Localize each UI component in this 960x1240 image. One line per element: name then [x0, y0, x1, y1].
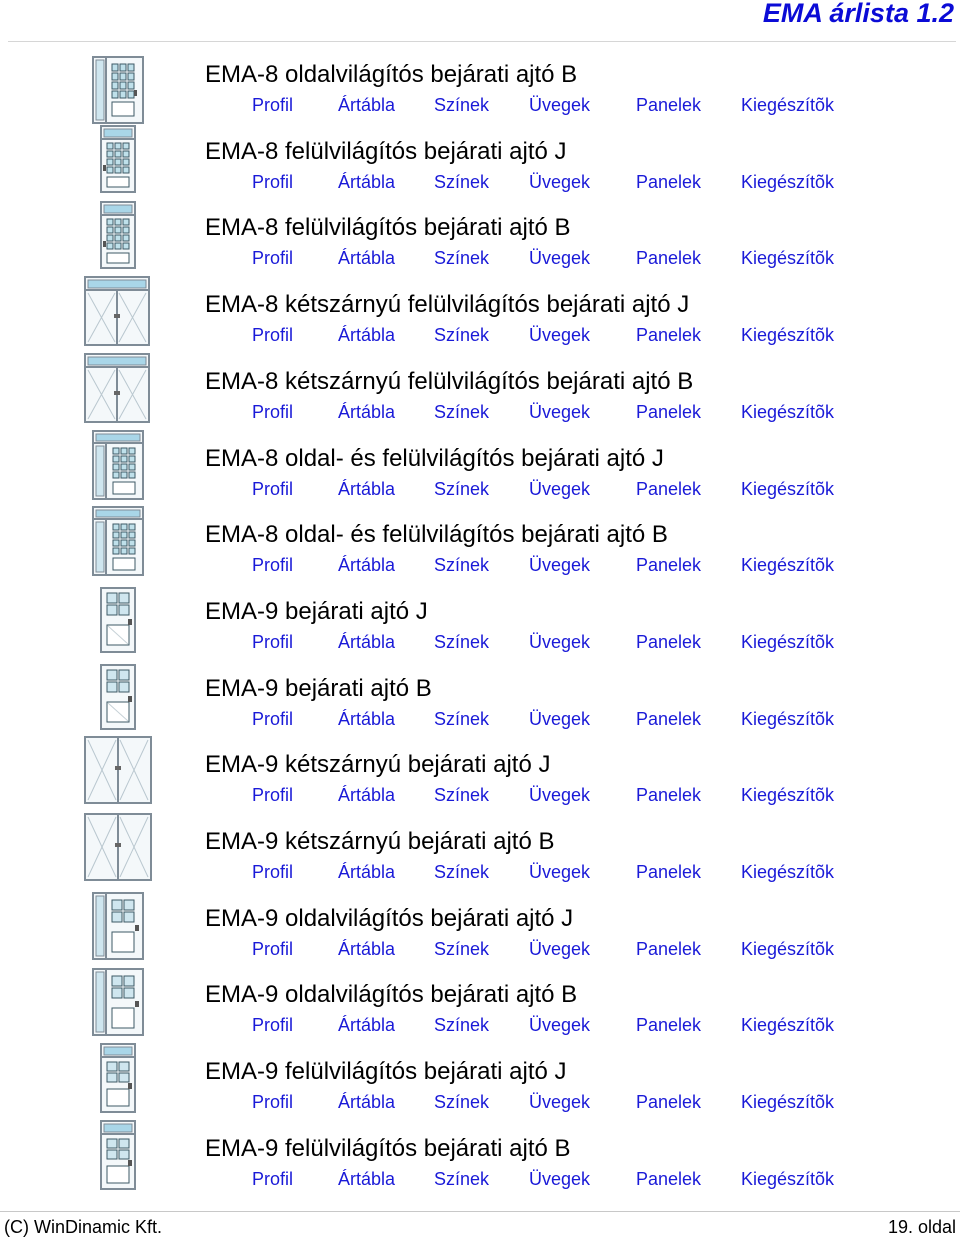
product-title: EMA-9 oldalvilágítós bejárati ajtó J [205, 905, 574, 932]
panel-sidelight-door-icon [92, 892, 144, 960]
artabla-link[interactable]: Ártábla [338, 785, 396, 805]
artabla-link[interactable]: Ártábla [338, 555, 396, 575]
szinek-link[interactable]: Színek [434, 862, 490, 882]
panelek-link[interactable]: Panelek [636, 95, 702, 115]
double-door-icon [84, 813, 152, 881]
product-entry [0, 1134, 960, 1211]
panelek-link[interactable]: Panelek [636, 402, 702, 422]
uvegek-link[interactable]: Üvegek [529, 555, 591, 575]
kiegeszitok-link[interactable]: Kiegészítõk [741, 555, 835, 575]
side-and-transom-door-icon [92, 430, 144, 500]
panel-door-icon [100, 664, 136, 730]
kiegeszitok-link[interactable]: Kiegészítõk [741, 1015, 835, 1035]
kiegeszitok-link[interactable]: Kiegészítõk [741, 1092, 835, 1112]
document-title: EMA árlista 1.2 [762, 0, 954, 28]
product-title: EMA-9 felülvilágítós bejárati ajtó B [205, 1135, 571, 1162]
uvegek-link[interactable]: Üvegek [529, 402, 591, 422]
product-entry [0, 904, 960, 981]
product-title: EMA-8 felülvilágítós bejárati ajtó J [205, 138, 567, 165]
product-links [252, 937, 892, 961]
product-links [252, 400, 892, 424]
panelek-link[interactable]: Panelek [636, 862, 702, 882]
panelek-link[interactable]: Panelek [636, 632, 702, 652]
szinek-link[interactable]: Színek [434, 248, 490, 268]
profil-link[interactable]: Profil [252, 325, 294, 345]
artabla-link[interactable]: Ártábla [338, 939, 396, 959]
uvegek-link[interactable]: Üvegek [529, 95, 591, 115]
kiegeszitok-link[interactable]: Kiegészítõk [741, 785, 835, 805]
profil-link[interactable]: Profil [252, 555, 294, 575]
kiegeszitok-link[interactable]: Kiegészítõk [741, 325, 835, 345]
footer-divider [0, 1211, 960, 1212]
product-entry [0, 1057, 960, 1134]
panel-sidelight-door-icon [92, 968, 144, 1036]
szinek-link[interactable]: Színek [434, 785, 490, 805]
profil-link[interactable]: Profil [252, 862, 294, 882]
szinek-link[interactable]: Színek [434, 939, 490, 959]
szinek-link[interactable]: Színek [434, 402, 490, 422]
profil-link[interactable]: Profil [252, 248, 294, 268]
panel-door-icon [100, 587, 136, 653]
profil-link[interactable]: Profil [252, 632, 294, 652]
panelek-link[interactable]: Panelek [636, 555, 702, 575]
szinek-link[interactable]: Színek [434, 325, 490, 345]
product-links [252, 477, 892, 501]
product-entry [0, 60, 960, 137]
profil-link[interactable]: Profil [252, 95, 294, 115]
szinek-link[interactable]: Színek [434, 632, 490, 652]
side-and-transom-door-icon [92, 506, 144, 576]
szinek-link[interactable]: Színek [434, 555, 490, 575]
product-title: EMA-8 kétszárnyú felülvilágítós bejárati ajtó J [205, 291, 690, 318]
panelek-link[interactable]: Panelek [636, 785, 702, 805]
double-door-transom-icon [84, 276, 150, 346]
product-title: EMA-8 oldalvilágítós bejárati ajtó B [205, 61, 578, 88]
transom-door-icon [100, 201, 136, 269]
product-title: EMA-8 felülvilágítós bejárati ajtó B [205, 214, 571, 241]
product-entry [0, 367, 960, 444]
product-links [252, 1167, 892, 1191]
footer-page-number: 19. oldal [887, 1217, 956, 1237]
product-links [252, 1090, 892, 1114]
artabla-link[interactable]: Ártábla [338, 402, 396, 422]
artabla-link[interactable]: Ártábla [338, 1169, 396, 1189]
uvegek-link[interactable]: Üvegek [529, 862, 591, 882]
product-links [252, 246, 892, 270]
uvegek-link[interactable]: Üvegek [529, 939, 591, 959]
panelek-link[interactable]: Panelek [636, 939, 702, 959]
artabla-link[interactable]: Ártábla [338, 325, 396, 345]
header-divider [8, 41, 956, 42]
product-entry [0, 980, 960, 1057]
szinek-link[interactable]: Színek [434, 1015, 490, 1035]
footer-copyright: (C) WinDinamic Kft. [4, 1217, 163, 1237]
uvegek-link[interactable]: Üvegek [529, 325, 591, 345]
panelek-link[interactable]: Panelek [636, 248, 702, 268]
uvegek-link[interactable]: Üvegek [529, 785, 591, 805]
kiegeszitok-link[interactable]: Kiegészítõk [741, 95, 835, 115]
product-entry [0, 597, 960, 674]
product-entry [0, 137, 960, 214]
profil-link[interactable]: Profil [252, 939, 294, 959]
panelek-link[interactable]: Panelek [636, 1015, 702, 1035]
product-links [252, 1013, 892, 1037]
kiegeszitok-link[interactable]: Kiegészítõk [741, 1169, 835, 1189]
panelek-link[interactable]: Panelek [636, 172, 702, 192]
product-entry [0, 520, 960, 597]
product-title: EMA-9 felülvilágítós bejárati ajtó J [205, 1058, 567, 1085]
kiegeszitok-link[interactable]: Kiegészítõk [741, 939, 835, 959]
product-title: EMA-9 bejárati ajtó B [205, 675, 432, 702]
artabla-link[interactable]: Ártábla [338, 1092, 396, 1112]
product-links [252, 170, 892, 194]
kiegeszitok-link[interactable]: Kiegészítõk [741, 402, 835, 422]
artabla-link[interactable]: Ártábla [338, 862, 396, 882]
szinek-link[interactable]: Színek [434, 172, 490, 192]
uvegek-link[interactable]: Üvegek [529, 1015, 591, 1035]
product-title: EMA-8 oldal- és felülvilágítós bejárati ajtó B [205, 521, 668, 548]
double-door-transom-icon [84, 353, 150, 423]
szinek-link[interactable]: Színek [434, 479, 490, 499]
artabla-link[interactable]: Ártábla [338, 172, 396, 192]
panel-transom-door-icon [100, 1043, 136, 1113]
profil-link[interactable]: Profil [252, 785, 294, 805]
product-links [252, 553, 892, 577]
uvegek-link[interactable]: Üvegek [529, 632, 591, 652]
double-door-icon [84, 736, 152, 804]
uvegek-link[interactable]: Üvegek [529, 709, 591, 729]
kiegeszitok-link[interactable]: Kiegészítõk [741, 248, 835, 268]
product-links [252, 860, 892, 884]
panelek-link[interactable]: Panelek [636, 1092, 702, 1112]
product-title: EMA-9 oldalvilágítós bejárati ajtó B [205, 981, 578, 1008]
artabla-link[interactable]: Ártábla [338, 1015, 396, 1035]
kiegeszitok-link[interactable]: Kiegészítõk [741, 172, 835, 192]
profil-link[interactable]: Profil [252, 402, 294, 422]
panelek-link[interactable]: Panelek [636, 325, 702, 345]
szinek-link[interactable]: Színek [434, 1092, 490, 1112]
uvegek-link[interactable]: Üvegek [529, 479, 591, 499]
product-links [252, 630, 892, 654]
product-links [252, 323, 892, 347]
kiegeszitok-link[interactable]: Kiegészítõk [741, 709, 835, 729]
panel-transom-door-icon [100, 1120, 136, 1190]
artabla-link[interactable]: Ártábla [338, 709, 396, 729]
product-links [252, 707, 892, 731]
product-title: EMA-9 bejárati ajtó J [205, 598, 428, 625]
profil-link[interactable]: Profil [252, 1015, 294, 1035]
kiegeszitok-link[interactable]: Kiegészítõk [741, 479, 835, 499]
transom-door-icon [100, 125, 136, 193]
product-title: EMA-8 oldal- és felülvilágítós bejárati ajtó J [205, 445, 664, 472]
product-title: EMA-9 kétszárnyú bejárati ajtó J [205, 751, 551, 778]
szinek-link[interactable]: Színek [434, 709, 490, 729]
kiegeszitok-link[interactable]: Kiegészítõk [741, 862, 835, 882]
szinek-link[interactable]: Színek [434, 1169, 490, 1189]
profil-link[interactable]: Profil [252, 479, 294, 499]
panelek-link[interactable]: Panelek [636, 479, 702, 499]
profil-link[interactable]: Profil [252, 172, 294, 192]
product-title: EMA-8 kétszárnyú felülvilágítós bejárati ajtó B [205, 368, 694, 395]
kiegeszitok-link[interactable]: Kiegészítõk [741, 632, 835, 652]
profil-link[interactable]: Profil [252, 1169, 294, 1189]
panelek-link[interactable]: Panelek [636, 709, 702, 729]
szinek-link[interactable]: Színek [434, 95, 490, 115]
product-title: EMA-9 kétszárnyú bejárati ajtó B [205, 828, 555, 855]
uvegek-link[interactable]: Üvegek [529, 248, 591, 268]
product-links [252, 93, 892, 117]
profil-link[interactable]: Profil [252, 1092, 294, 1112]
artabla-link[interactable]: Ártábla [338, 632, 396, 652]
product-entry [0, 827, 960, 904]
panelek-link[interactable]: Panelek [636, 1169, 702, 1189]
artabla-link[interactable]: Ártábla [338, 248, 396, 268]
product-entry [0, 444, 960, 521]
uvegek-link[interactable]: Üvegek [529, 1092, 591, 1112]
sidelight-door-icon [92, 56, 144, 124]
uvegek-link[interactable]: Üvegek [529, 1169, 591, 1189]
artabla-link[interactable]: Ártábla [338, 479, 396, 499]
uvegek-link[interactable]: Üvegek [529, 172, 591, 192]
product-links [252, 783, 892, 807]
artabla-link[interactable]: Ártábla [338, 95, 396, 115]
profil-link[interactable]: Profil [252, 709, 294, 729]
